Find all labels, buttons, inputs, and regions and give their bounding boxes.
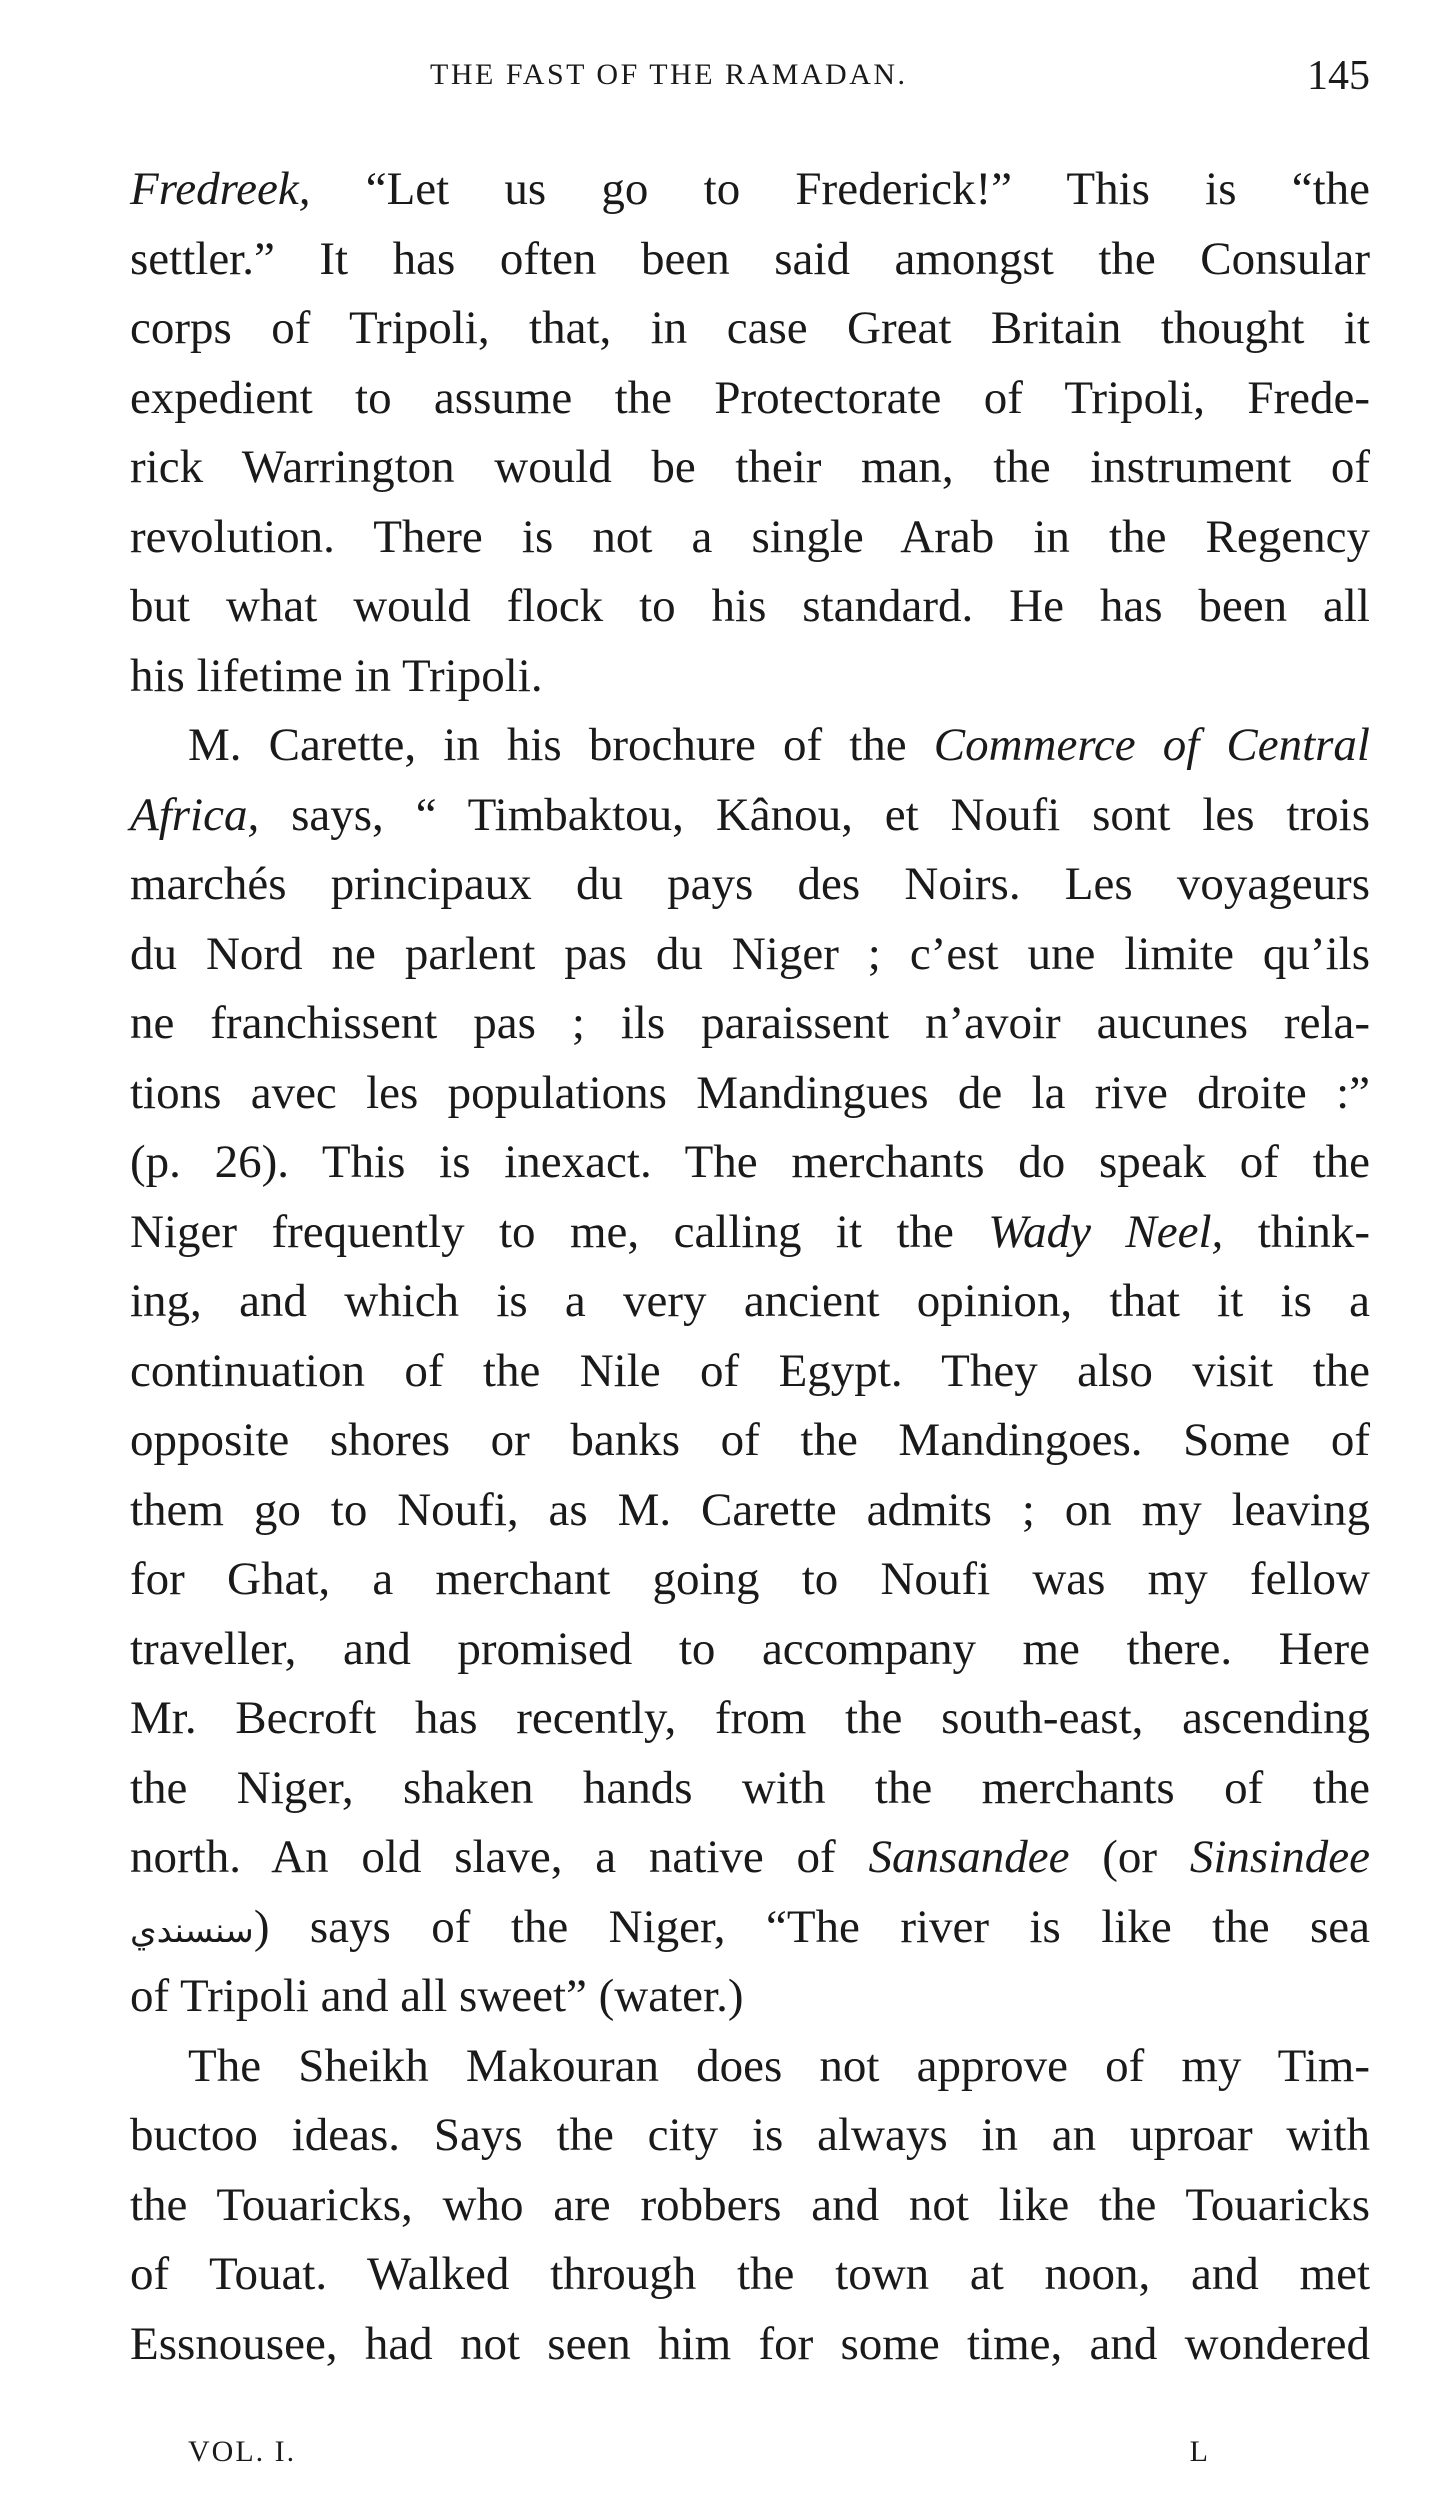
page-footer bbox=[188, 2435, 1208, 2485]
text-line bbox=[130, 781, 1370, 851]
italic-phrase: Fredreek, bbox=[130, 163, 311, 215]
text-run: M. Carette, in his brochure of the bbox=[188, 719, 934, 771]
text-line bbox=[130, 1684, 1370, 1754]
text-line bbox=[130, 572, 1370, 642]
text-run: (or bbox=[1069, 1831, 1190, 1883]
text-run: north. An old slave, a native of bbox=[130, 1831, 869, 1883]
text-line bbox=[130, 2171, 1370, 2241]
text-run: Niger frequently to me, calling it the bbox=[130, 1205, 989, 1258]
text-run: for Ghat, a merchant going to Noufi was my fellow bbox=[130, 1553, 1370, 1605]
text-run: of Touat. Walked through the town at noon, and met bbox=[130, 2248, 1370, 2300]
text-line bbox=[130, 503, 1370, 573]
text-run: rick Warrington would be their man, the instrument of bbox=[130, 441, 1370, 493]
text-run: The Sheikh Makouran does not approve of my Tim- bbox=[188, 2039, 1370, 2092]
page-number: 145 bbox=[1307, 53, 1370, 99]
text-run: buctoo ideas. Says the city is always in an uproar with bbox=[130, 2109, 1370, 2161]
italic-phrase: Sinsindee bbox=[1189, 1831, 1370, 1883]
text-line bbox=[130, 2240, 1370, 2310]
italic-phrase: Commerce of Central bbox=[933, 719, 1370, 771]
text-run: ing, and which is a very ancient opinion, that it is a bbox=[130, 1275, 1370, 1327]
text-run: “Let us go to Frederick!” This is “the bbox=[310, 163, 1370, 215]
text-run: corps of Tripoli, that, in case Great Britain thought it bbox=[130, 302, 1370, 354]
text-run: of Tripoli and all sweet” (water.) bbox=[130, 1970, 744, 2022]
text-run: think- bbox=[1223, 1205, 1371, 1258]
text-run: the Niger, shaken hands with the merchants of the bbox=[130, 1761, 1370, 1814]
text-run: (p. 26). This is inexact. The merchants do speak of the bbox=[130, 1136, 1370, 1188]
text-line bbox=[130, 1754, 1370, 1824]
text-run: ne franchissent pas ; ils paraissent n’avoir aucunes rela- bbox=[130, 997, 1370, 1049]
text-run: expedient to assume the Protectorate of Tripoli, Frede- bbox=[130, 371, 1370, 424]
text-run: them go to Noufi, as M. Carette admits ; on my leaving bbox=[130, 1483, 1370, 1536]
text-run: tions avec les populations Mandingues de la rive droite :” bbox=[130, 1066, 1370, 1119]
text-line bbox=[130, 1476, 1370, 1546]
text-line bbox=[130, 1545, 1370, 1615]
running-head bbox=[130, 52, 1370, 112]
text-line bbox=[130, 1198, 1370, 1268]
text-run: marchés principaux du pays des Noirs. Les voyageurs bbox=[130, 858, 1370, 910]
text-run: Essnousee, had not seen him for some time, and wondered bbox=[130, 2317, 1370, 2370]
text-line bbox=[130, 155, 1370, 225]
text-line bbox=[130, 2101, 1370, 2171]
text-run: settler.” It has often been said amongst the Consular bbox=[130, 232, 1370, 285]
signature-mark: L bbox=[1189, 2435, 1208, 2468]
text-run: the Touaricks, who are robbers and not like the Touaricks bbox=[130, 2178, 1370, 2231]
text-run: du Nord ne parlent pas du Niger ; c’est une limite qu’ils bbox=[130, 927, 1370, 980]
text-line bbox=[130, 364, 1370, 434]
arabic-word: سنسندي bbox=[130, 1910, 254, 1951]
text-run: Mr. Becroft has recently, from the south-east, ascending bbox=[130, 1692, 1370, 1744]
body-text bbox=[130, 155, 1370, 2379]
text-line bbox=[130, 1893, 1370, 1963]
text-line bbox=[130, 1406, 1370, 1476]
text-line bbox=[130, 2032, 1370, 2102]
text-line bbox=[130, 850, 1370, 920]
text-line bbox=[130, 1267, 1370, 1337]
running-title: THE FAST OF THE RAMADAN. bbox=[430, 58, 908, 91]
text-line bbox=[130, 1128, 1370, 1198]
text-line bbox=[130, 225, 1370, 295]
volume-label: VOL. I. bbox=[188, 2435, 297, 2468]
text-run: his lifetime in Tripoli. bbox=[130, 649, 543, 702]
text-line bbox=[130, 294, 1370, 364]
text-run: continuation of the Nile of Egypt. They also visit the bbox=[130, 1344, 1370, 1397]
italic-phrase: Wady Neel, bbox=[988, 1205, 1224, 1258]
italic-phrase: Sansandee bbox=[868, 1831, 1070, 1883]
text-line bbox=[130, 2310, 1370, 2380]
text-line bbox=[130, 920, 1370, 990]
text-run: but what would flock to his standard. He has been all bbox=[130, 580, 1370, 632]
text-line bbox=[130, 642, 1370, 712]
text-line bbox=[130, 1337, 1370, 1407]
text-run: says, “ Timbaktou, Kânou, et Noufi sont les trois bbox=[259, 788, 1370, 841]
text-run: opposite shores or banks of the Mandingoes. Some of bbox=[130, 1414, 1370, 1466]
text-line bbox=[130, 1962, 1370, 2032]
text-run: traveller, and promised to accompany me there. Here bbox=[130, 1622, 1370, 1675]
text-line bbox=[130, 989, 1370, 1059]
text-line bbox=[130, 1615, 1370, 1685]
text-run: revolution. There is not a single Arab in the Regency bbox=[130, 510, 1370, 563]
text-line bbox=[130, 433, 1370, 503]
text-run: ) says of the Niger, “The river is like the sea bbox=[253, 1900, 1370, 1953]
text-line bbox=[130, 711, 1370, 781]
text-line bbox=[130, 1823, 1370, 1893]
italic-phrase: Africa, bbox=[130, 788, 260, 841]
text-line bbox=[130, 1059, 1370, 1129]
